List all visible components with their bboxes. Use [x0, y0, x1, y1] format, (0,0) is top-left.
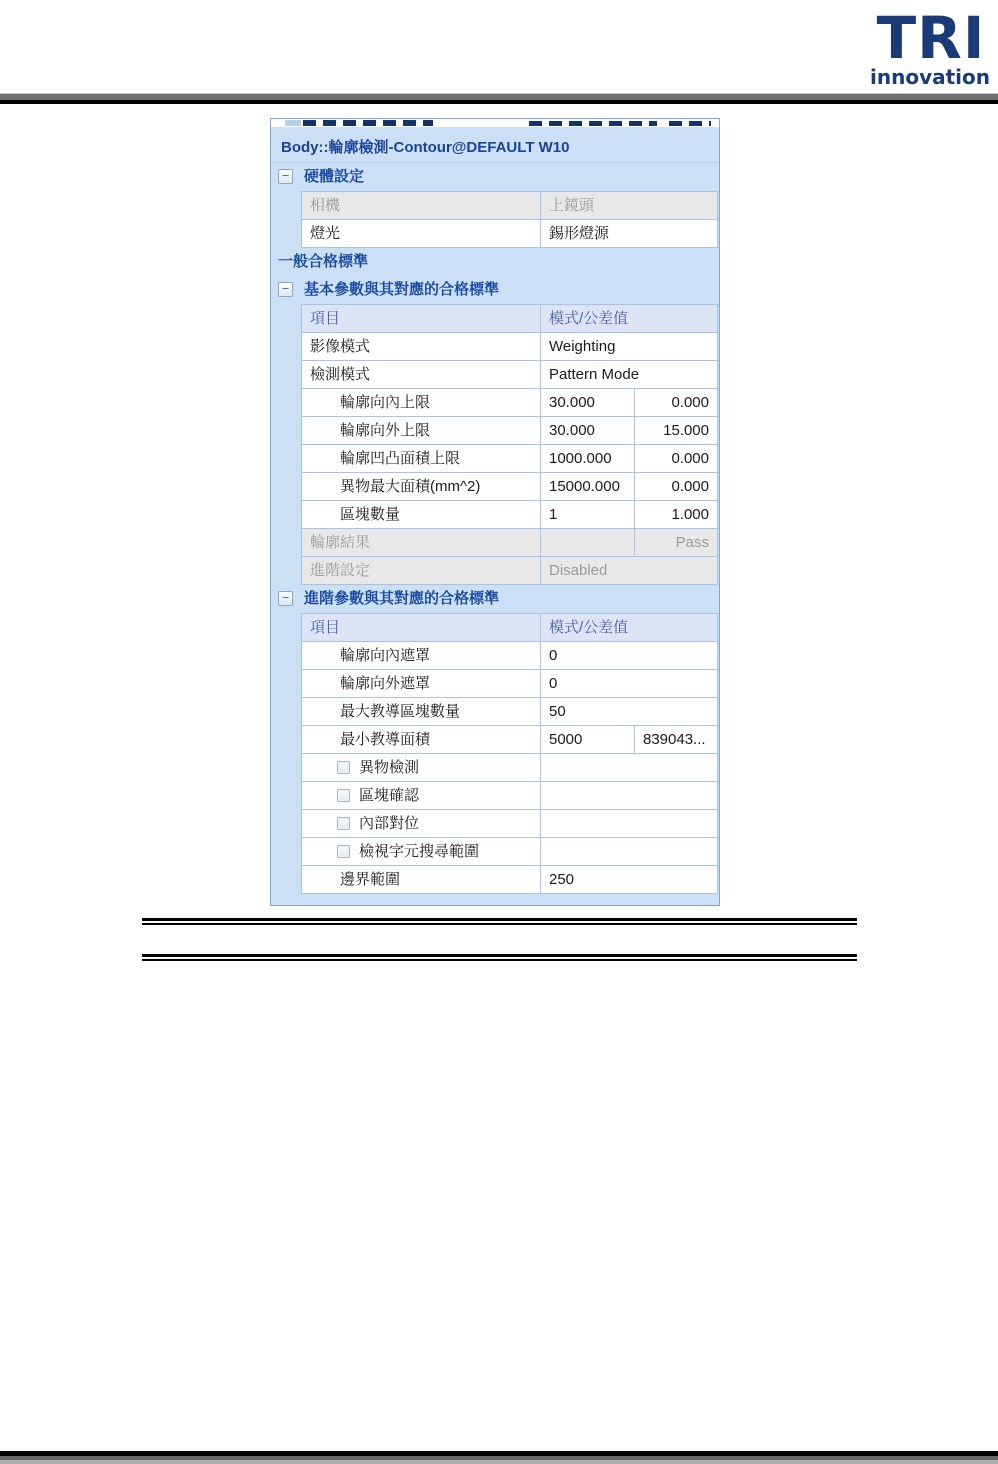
row-contour-outward-limit: [271, 416, 719, 445]
row-contour-result: [271, 528, 719, 557]
row-label[interactable]: 異物最大面積(mm^2): [301, 472, 541, 501]
row-camera: [271, 191, 719, 220]
row-gutter: [271, 613, 301, 642]
row-gutter: [271, 669, 301, 698]
section-general-pass-criteria: 一般合格標準: [278, 253, 369, 270]
tri-logo-letters: TRI: [876, 4, 986, 72]
row-label[interactable]: 影像模式: [301, 332, 541, 361]
row-mode-value[interactable]: 5000: [540, 725, 635, 754]
section-hardware-settings: [271, 163, 719, 191]
row-boundary-range: [271, 865, 719, 894]
tri-logo-graphic: [870, 2, 992, 90]
checkbox-unchecked[interactable]: [337, 817, 350, 830]
row-contour-outward-mask: [271, 669, 719, 698]
row-value[interactable]: [540, 809, 718, 838]
row-mode-value[interactable]: 30.000: [540, 416, 635, 445]
row-value[interactable]: 250: [540, 865, 718, 894]
row-foreign-object-max-area: [271, 472, 719, 501]
row-gutter: [271, 641, 301, 670]
row-label: 進階設定: [301, 556, 541, 585]
panel-title: Body::輪廓檢測-Contour@DEFAULT W10: [271, 134, 719, 163]
row-value: 上鏡頭: [540, 191, 718, 220]
row-gutter: [271, 444, 301, 473]
checkbox-unchecked[interactable]: [337, 845, 350, 858]
panel-rows: [271, 119, 719, 894]
row-min-teach-area: [271, 725, 719, 754]
row-label: 輪廓結果: [301, 528, 541, 557]
row-contour-concave-area-limit: [271, 444, 719, 473]
row-tolerance-value[interactable]: 1.000: [634, 500, 718, 529]
section-label: 硬體設定: [304, 168, 365, 185]
column-header-row: [271, 613, 719, 642]
clipped-text-fragment: [669, 121, 711, 126]
row-contour-inward-mask: [271, 641, 719, 670]
tri-logo-subtext: innovation: [870, 65, 990, 89]
row-label[interactable]: 輪廓向內上限: [301, 388, 541, 417]
row-gutter: [271, 753, 301, 782]
column-header-mode-tolerance: 模式/公差值: [540, 304, 718, 333]
property-panel: [270, 118, 720, 906]
section-basic-parameters: [271, 276, 719, 304]
footer-rule-bar: [0, 1451, 998, 1464]
row-label[interactable]: 邊界範圍: [301, 865, 541, 894]
row-label: [301, 837, 541, 866]
row-label[interactable]: 區塊數量: [301, 500, 541, 529]
column-header-row: [271, 304, 719, 333]
collapse-minus-icon[interactable]: −: [278, 591, 293, 606]
checkbox-label: 區塊確認: [359, 787, 420, 804]
row-mode-value[interactable]: 15000.000: [540, 472, 635, 501]
row-label: [301, 809, 541, 838]
row-view-char-search-range: [271, 837, 719, 866]
row-advanced-setting: [271, 556, 719, 585]
row-value[interactable]: 50: [540, 697, 718, 726]
row-gutter: [271, 837, 301, 866]
row-value[interactable]: [540, 781, 718, 810]
column-header-item: 項目: [301, 304, 541, 333]
clipped-text-fragment: [303, 120, 433, 126]
row-image-mode: [271, 332, 719, 361]
row-gutter: [271, 865, 301, 894]
row-tolerance-value: Pass: [634, 528, 718, 557]
row-tolerance-value[interactable]: 0.000: [634, 444, 718, 473]
row-gutter: [271, 304, 301, 333]
double-rule-bottom: [142, 954, 857, 961]
row-label[interactable]: 輪廓向外遮罩: [301, 669, 541, 698]
row-mode-value[interactable]: 1000.000: [540, 444, 635, 473]
section-label: 進階參數與其對應的合格標準: [304, 590, 500, 607]
row-label[interactable]: 輪廓凹凸面積上限: [301, 444, 541, 473]
row-gutter: [271, 416, 301, 445]
row-label[interactable]: 最大教導區塊數量: [301, 697, 541, 726]
row-contour-inward-limit: [271, 388, 719, 417]
clipped-partial-row: [271, 119, 719, 134]
row-label: [301, 781, 541, 810]
row-label[interactable]: 燈光: [301, 219, 541, 248]
row-gutter: [271, 332, 301, 361]
column-header-mode-tolerance: 模式/公差值: [540, 613, 718, 642]
row-gutter: [271, 528, 301, 557]
row-gutter: [271, 219, 301, 248]
checkbox-unchecked[interactable]: [337, 761, 350, 774]
row-gutter: [271, 500, 301, 529]
checkbox-label: 異物檢測: [359, 759, 420, 776]
row-gutter: [271, 809, 301, 838]
row-block-confirm: [271, 781, 719, 810]
checkbox-label: 內部對位: [359, 815, 420, 832]
row-tolerance-value[interactable]: 839043...: [634, 725, 718, 754]
row-gutter: [271, 725, 301, 754]
row-tolerance-value[interactable]: 0.000: [634, 388, 718, 417]
section-advanced-parameters: [271, 585, 719, 613]
row-internal-alignment: [271, 809, 719, 838]
row-mode-value: [540, 528, 635, 557]
row-gutter: [271, 472, 301, 501]
row-value[interactable]: 錫形燈源: [540, 219, 718, 248]
row-label: 相機: [301, 191, 541, 220]
row-gutter: [271, 781, 301, 810]
row-lighting: [271, 219, 719, 248]
collapse-minus-icon[interactable]: −: [278, 169, 293, 184]
row-value[interactable]: [540, 837, 718, 866]
clipped-text-fragment: [529, 121, 657, 126]
row-inspection-mode: [271, 360, 719, 389]
row-value[interactable]: [540, 753, 718, 782]
collapse-minus-icon[interactable]: −: [278, 282, 293, 297]
row-tolerance-value[interactable]: 0.000: [634, 472, 718, 501]
row-tolerance-value[interactable]: 15.000: [634, 416, 718, 445]
checkbox-unchecked[interactable]: [337, 789, 350, 802]
row-label[interactable]: 檢測模式: [301, 360, 541, 389]
row-label[interactable]: 輪廓向外上限: [301, 416, 541, 445]
row-label: [301, 753, 541, 782]
tri-logo: [870, 2, 992, 90]
header-rule-bar: [0, 93, 998, 104]
row-gutter: [271, 388, 301, 417]
row-gutter: [271, 556, 301, 585]
row-mode-value[interactable]: 30.000: [540, 388, 635, 417]
row-foreign-object-inspection: [271, 753, 719, 782]
row-gutter: [271, 360, 301, 389]
row-gutter: [271, 697, 301, 726]
row-label[interactable]: 最小教導面積: [301, 725, 541, 754]
row-value[interactable]: Pattern Mode: [540, 360, 718, 389]
row-label[interactable]: 輪廓向內遮罩: [301, 641, 541, 670]
row-gutter: [271, 191, 301, 220]
row-value[interactable]: Weighting: [540, 332, 718, 361]
section-label: 基本參數與其對應的合格標準: [304, 281, 500, 298]
row-mode-value[interactable]: 1: [540, 500, 635, 529]
clipped-text-fragment: [285, 120, 301, 126]
row-max-teach-block-count: [271, 697, 719, 726]
row-value: Disabled: [540, 556, 718, 585]
double-rule-top: [142, 918, 857, 925]
checkbox-label: 檢視字元搜尋範圍: [359, 843, 480, 860]
row-value[interactable]: 0: [540, 669, 718, 698]
row-block-count: [271, 500, 719, 529]
row-value[interactable]: 0: [540, 641, 718, 670]
column-header-item: 項目: [301, 613, 541, 642]
